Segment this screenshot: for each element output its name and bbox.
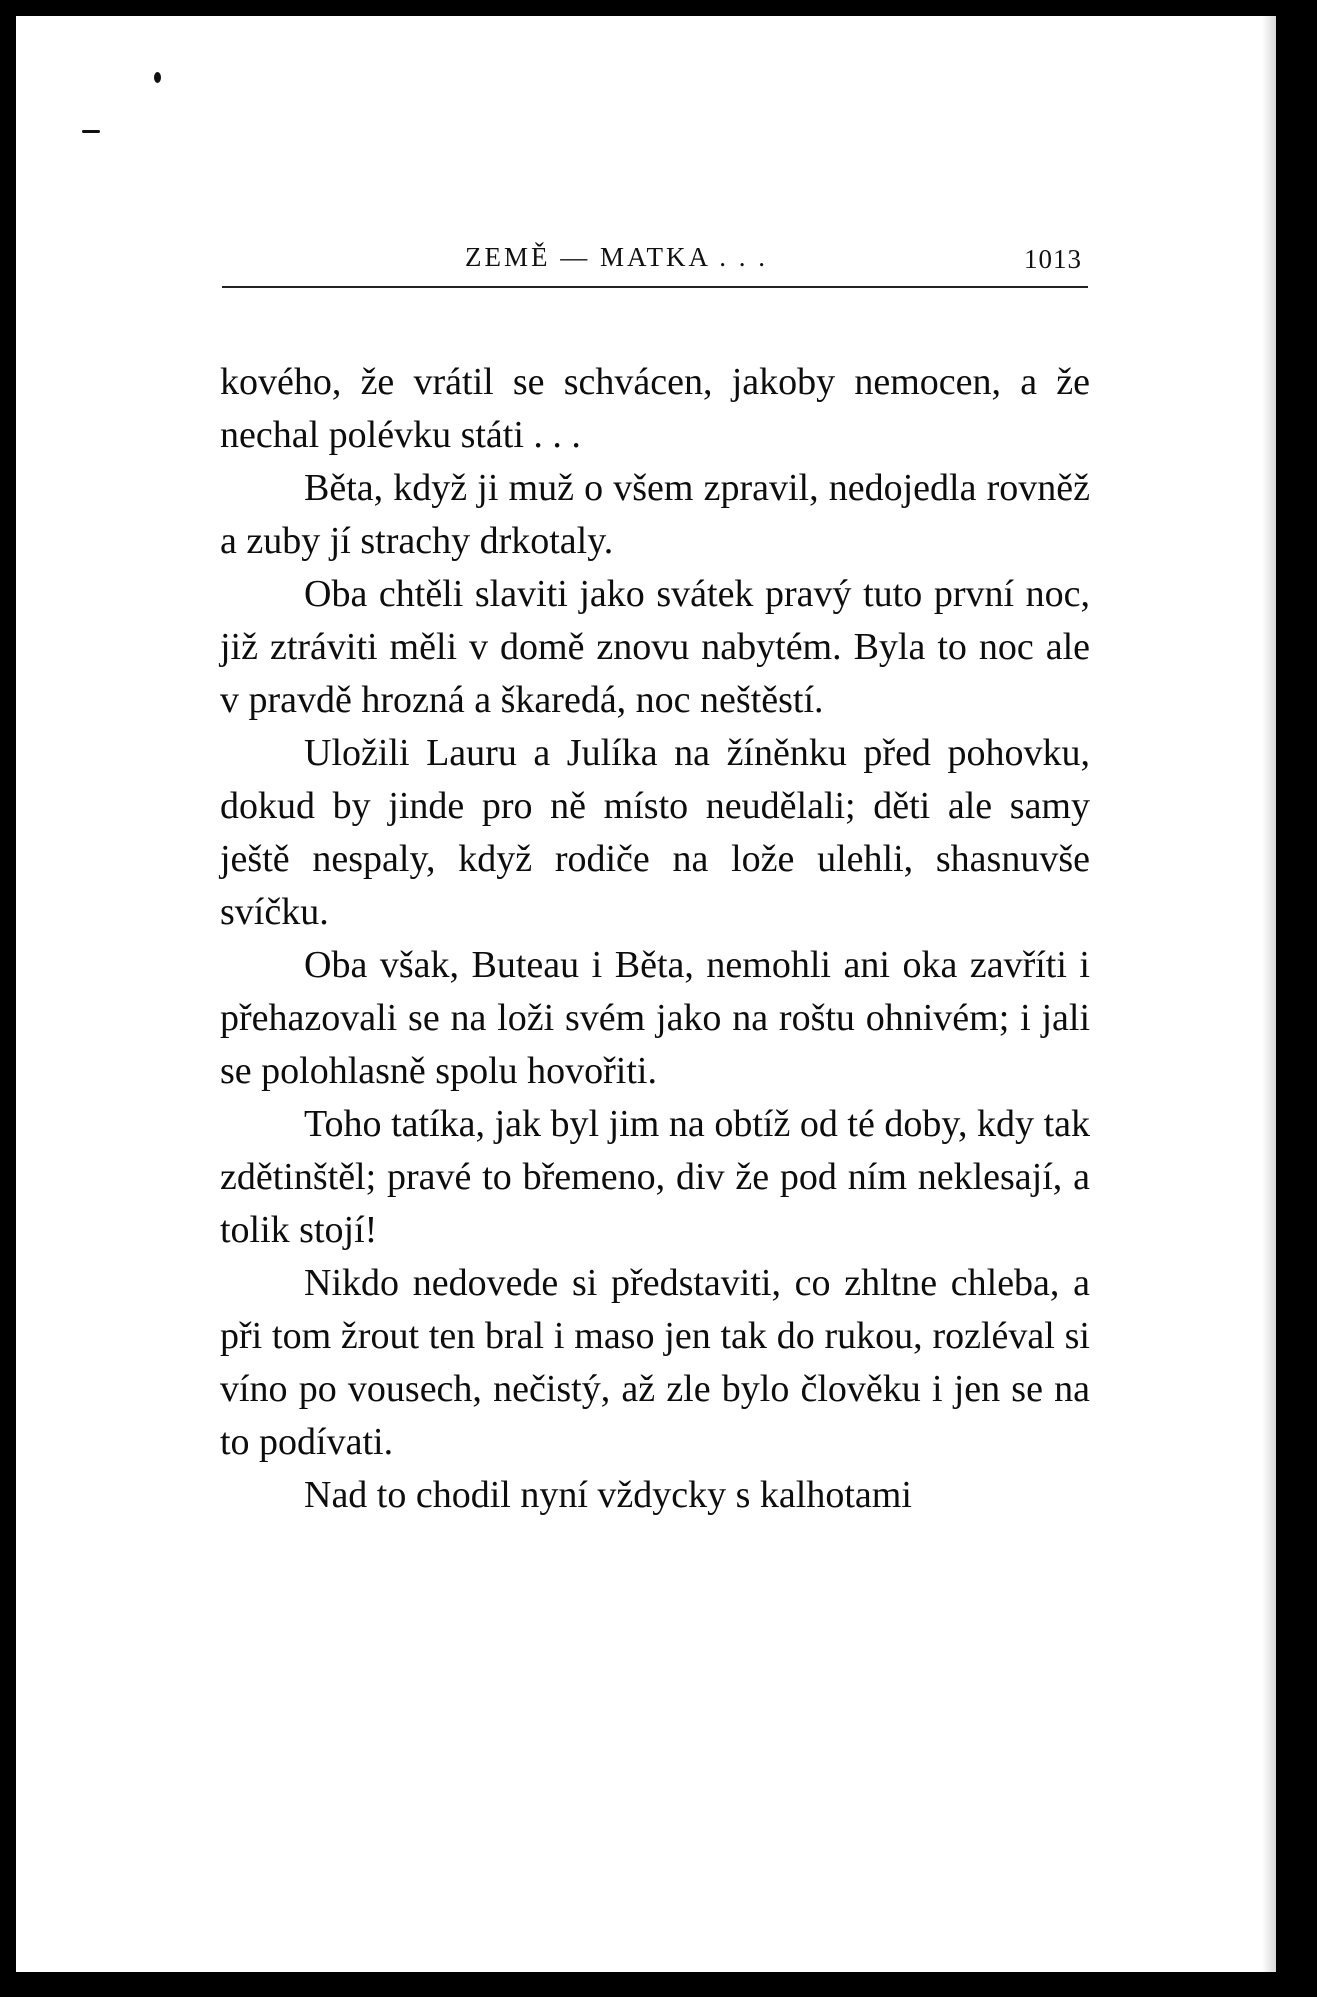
book-page (16, 16, 1276, 1972)
paragraph: Oba však, Buteau i Běta, nemohli ani oka zavříti i přehazovali se na loži svém jako na roštu ohnivém; i jali se polohlasně spolu hovořiti. (220, 944, 1090, 1092)
paragraph: Toho tatíka, jak byl jim na obtíž od té doby, kdy tak zdětinštěl; pravé to břemeno, div že pod ním neklesají, a tolik stojí! (220, 1103, 1090, 1251)
ink-speck (82, 130, 100, 133)
running-header (220, 242, 1090, 282)
header-rule (222, 286, 1088, 288)
body-text (220, 356, 1090, 1522)
ink-speck (154, 72, 161, 83)
paragraph: kového, že vrátil se schvácen, jakoby nemocen, a že nechal polévku státi . . . (220, 361, 1090, 456)
page-edge-shadow (1262, 16, 1276, 1972)
paragraph: Běta, když ji muž o všem zpravil, nedojedla rovněž a zuby jí strachy drkotaly. (220, 467, 1090, 562)
running-title: ZEMĚ — MATKA . . . (465, 242, 768, 272)
paragraph: Oba chtěli slaviti jako svátek pravý tuto první noc, již ztráviti měli v domě znovu nabytém. Byla to noc ale v pravdě hrozná a škaredá, noc neštěstí. (220, 573, 1090, 721)
paragraph: Nad to chodil nyní vždycky s kalhotami (304, 1474, 912, 1516)
paragraph: Uložili Lauru a Julíka na žíněnku před pohovku, dokud by jinde pro ně místo neudělali; děti ale samy ještě nespaly, když rodiče na lože ulehli, shasnuvše svíčku. (220, 732, 1090, 933)
paragraph: Nikdo nedovede si představiti, co zhltne chleba, a při tom žrout ten bral i maso jen tak do rukou, rozléval si víno po vousech, nečistý, až zle bylo člověku i jen se na to podívati. (220, 1262, 1090, 1463)
page-number: 1013 (1024, 244, 1082, 274)
